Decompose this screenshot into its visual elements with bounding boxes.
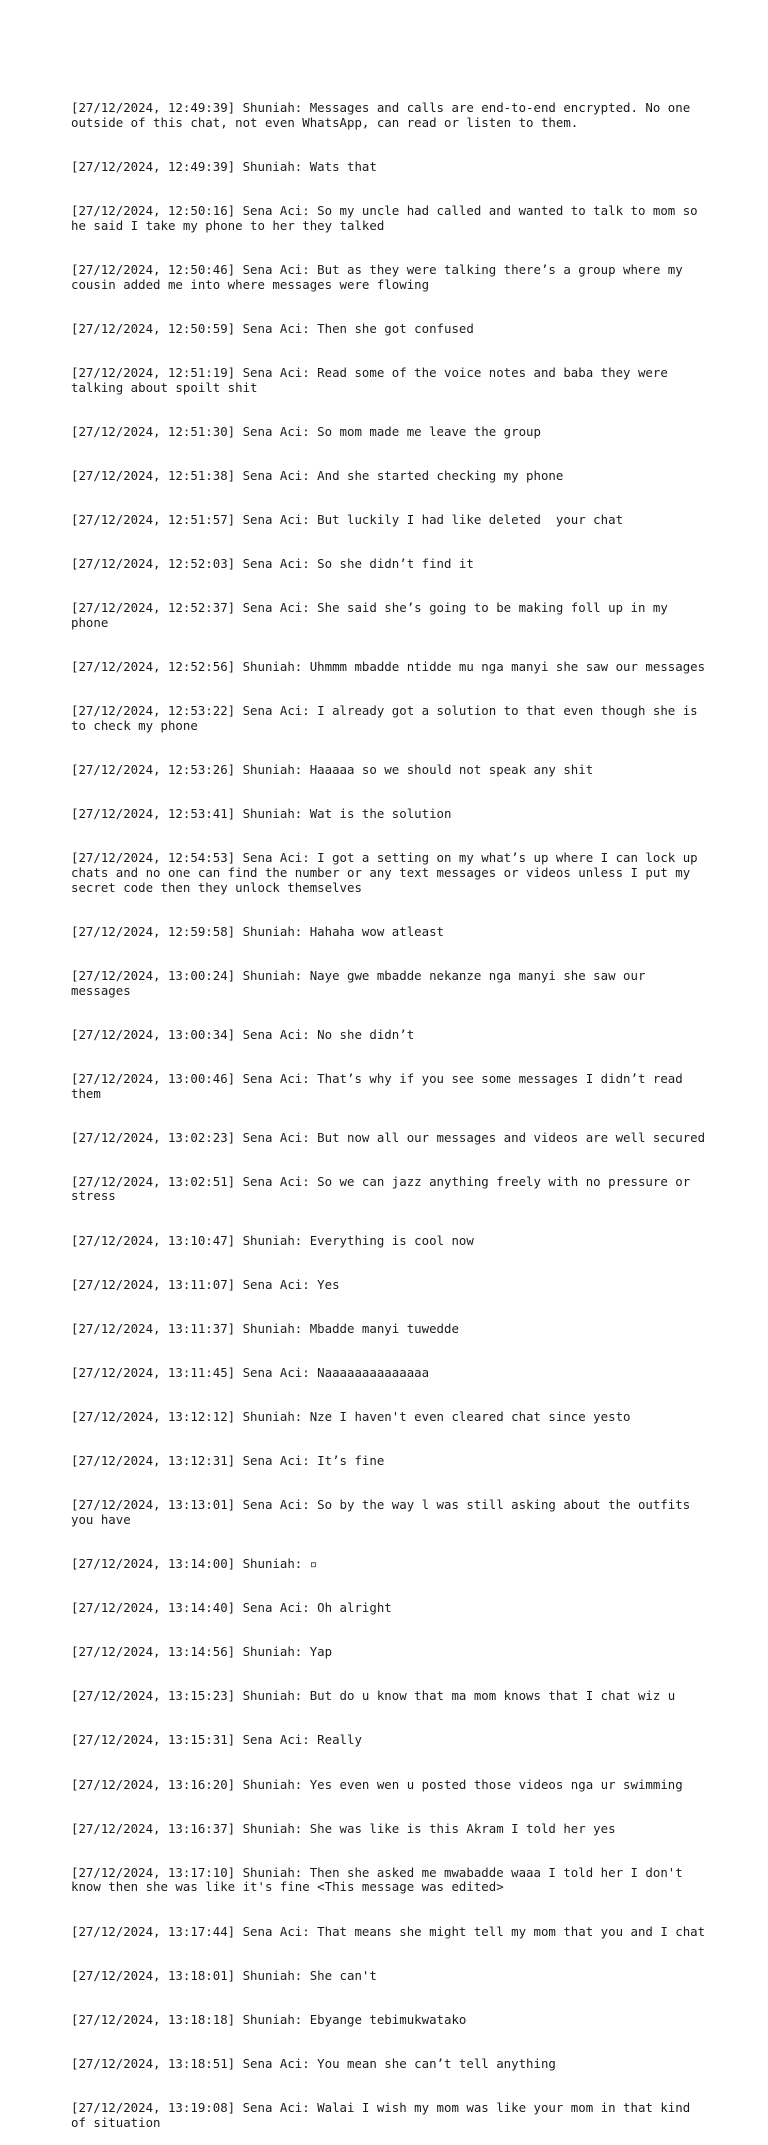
chat-message: [27/12/2024, 12:53:22] Sena Aci: I already got a solution to that even though she is to check my phone bbox=[71, 703, 706, 733]
chat-message: [27/12/2024, 12:51:30] Sena Aci: So mom made me leave the group bbox=[71, 423, 541, 439]
chat-message: [27/12/2024, 13:19:08] Sena Aci: Walai I wish my mom was like your mom in that kind of situation bbox=[71, 2100, 698, 2130]
chat-message: [27/12/2024, 12:53:26] Shuniah: Haaaaa so we should not speak any shit bbox=[71, 762, 594, 778]
chat-message: [27/12/2024, 13:10:47] Shuniah: Everything is cool now bbox=[71, 1232, 474, 1248]
chat-message: [27/12/2024, 13:17:10] Shuniah: Then she asked me mwabadde waaa I told her I don't know then she was like it's fine <This message was edited> bbox=[71, 1864, 691, 1895]
chat-message: [27/12/2024, 13:18:18] Shuniah: Ebyange tebimukwatako bbox=[71, 2011, 467, 2027]
chat-message: [27/12/2024, 13:18:01] Shuniah: She can't bbox=[71, 1967, 377, 1983]
chat-message: [27/12/2024, 12:50:59] Sena Aci: Then she got confused bbox=[71, 320, 474, 336]
chat-message: [27/12/2024, 12:59:58] Shuniah: Hahaha wow atleast bbox=[71, 923, 444, 939]
chat-message: [27/12/2024, 13:11:07] Sena Aci: Yes bbox=[71, 1276, 340, 1292]
chat-message: [27/12/2024, 12:51:19] Sena Aci: Read some of the voice notes and baba they were talking about spoilt shit bbox=[71, 365, 676, 395]
chat-message: [27/12/2024, 13:02:23] Sena Aci: But now all our messages and videos are well secured bbox=[71, 1129, 706, 1145]
chat-message: [27/12/2024, 13:15:31] Sena Aci: Really bbox=[71, 1732, 362, 1748]
chat-message: [27/12/2024, 12:51:38] Sena Aci: And she started checking my phone bbox=[71, 467, 564, 483]
chat-message: [27/12/2024, 12:51:57] Sena Aci: But luckily I had like deleted your chat bbox=[71, 512, 624, 528]
chat-message: [27/12/2024, 13:11:37] Shuniah: Mbadde manyi tuwedde bbox=[71, 1320, 459, 1336]
chat-message: [27/12/2024, 13:14:00] Shuniah: ▫ bbox=[71, 1556, 318, 1572]
chat-message: [27/12/2024, 13:11:45] Sena Aci: Naaaaaaaaaaaaaa bbox=[71, 1364, 430, 1380]
chat-message: [27/12/2024, 13:02:51] Sena Aci: So we can jazz anything freely with no pressure or stress bbox=[71, 1173, 698, 1204]
chat-message: [27/12/2024, 13:13:01] Sena Aci: So by the way l was still asking about the outfits you have bbox=[71, 1497, 698, 1527]
chat-message: [27/12/2024, 12:50:16] Sena Aci: So my uncle had called and wanted to talk to mom so he said I take my phone to her they talked bbox=[71, 203, 706, 234]
chat-message: [27/12/2024, 13:00:24] Shuniah: Naye gwe mbadde nekanze nga manyi she saw our messages bbox=[71, 967, 653, 998]
chat-message: [27/12/2024, 13:12:12] Shuniah: Nze I haven't even cleared chat since yesto bbox=[71, 1408, 631, 1424]
chat-message: [27/12/2024, 12:49:39] Shuniah: Messages and calls are end-to-end encrypted. No one outside of this chat, not even WhatsApp, can read or listen to them. bbox=[71, 100, 698, 131]
chat-message: [27/12/2024, 12:50:46] Sena Aci: But as they were talking there’s a group where my cousin added me into where messages were flowing bbox=[71, 262, 691, 292]
chat-message: [27/12/2024, 13:00:34] Sena Aci: No she didn’t bbox=[71, 1026, 415, 1042]
chat-message: [27/12/2024, 12:53:41] Shuniah: Wat is the solution bbox=[71, 806, 452, 822]
chat-message: [27/12/2024, 13:00:46] Sena Aci: That’s why if you see some messages I didn’t read them bbox=[71, 1070, 691, 1101]
chat-message: [27/12/2024, 13:16:20] Shuniah: Yes even wen u posted those videos nga ur swimming bbox=[71, 1776, 683, 1792]
chat-message: [27/12/2024, 13:18:51] Sena Aci: You mean she can’t tell anything bbox=[71, 2055, 556, 2071]
chat-message: [27/12/2024, 12:52:03] Sena Aci: So she didn’t find it bbox=[71, 556, 474, 572]
chat-message: [27/12/2024, 12:54:53] Sena Aci: I got a setting on my what’s up where I can lock up chats and no one can find the number or any text messages or videos unless I put my secret code then they unlock themselves bbox=[71, 850, 706, 895]
chat-message: [27/12/2024, 13:14:56] Shuniah: Yap bbox=[71, 1644, 333, 1660]
chat-message: [27/12/2024, 13:12:31] Sena Aci: It’s fine bbox=[71, 1453, 385, 1469]
chat-message: [27/12/2024, 12:52:56] Shuniah: Uhmmm mbadde ntidde mu nga manyi she saw our messages bbox=[71, 659, 706, 675]
chat-message: [27/12/2024, 13:15:23] Shuniah: But do u know that ma mom knows that I chat wiz u bbox=[71, 1688, 676, 1704]
chat-message: [27/12/2024, 12:52:37] Sena Aci: She said she’s going to be making foll up in my phone bbox=[71, 600, 676, 631]
chat-message: [27/12/2024, 13:17:44] Sena Aci: That means she might tell my mom that you and I chat bbox=[71, 1923, 706, 1939]
chat-message: [27/12/2024, 13:14:40] Sena Aci: Oh alright bbox=[71, 1600, 392, 1616]
chat-transcript bbox=[71, 72, 711, 2145]
chat-message: [27/12/2024, 13:16:37] Shuniah: She was like is this Akram I told her yes bbox=[71, 1820, 616, 1836]
chat-message: [27/12/2024, 12:49:39] Shuniah: Wats that bbox=[71, 159, 377, 175]
